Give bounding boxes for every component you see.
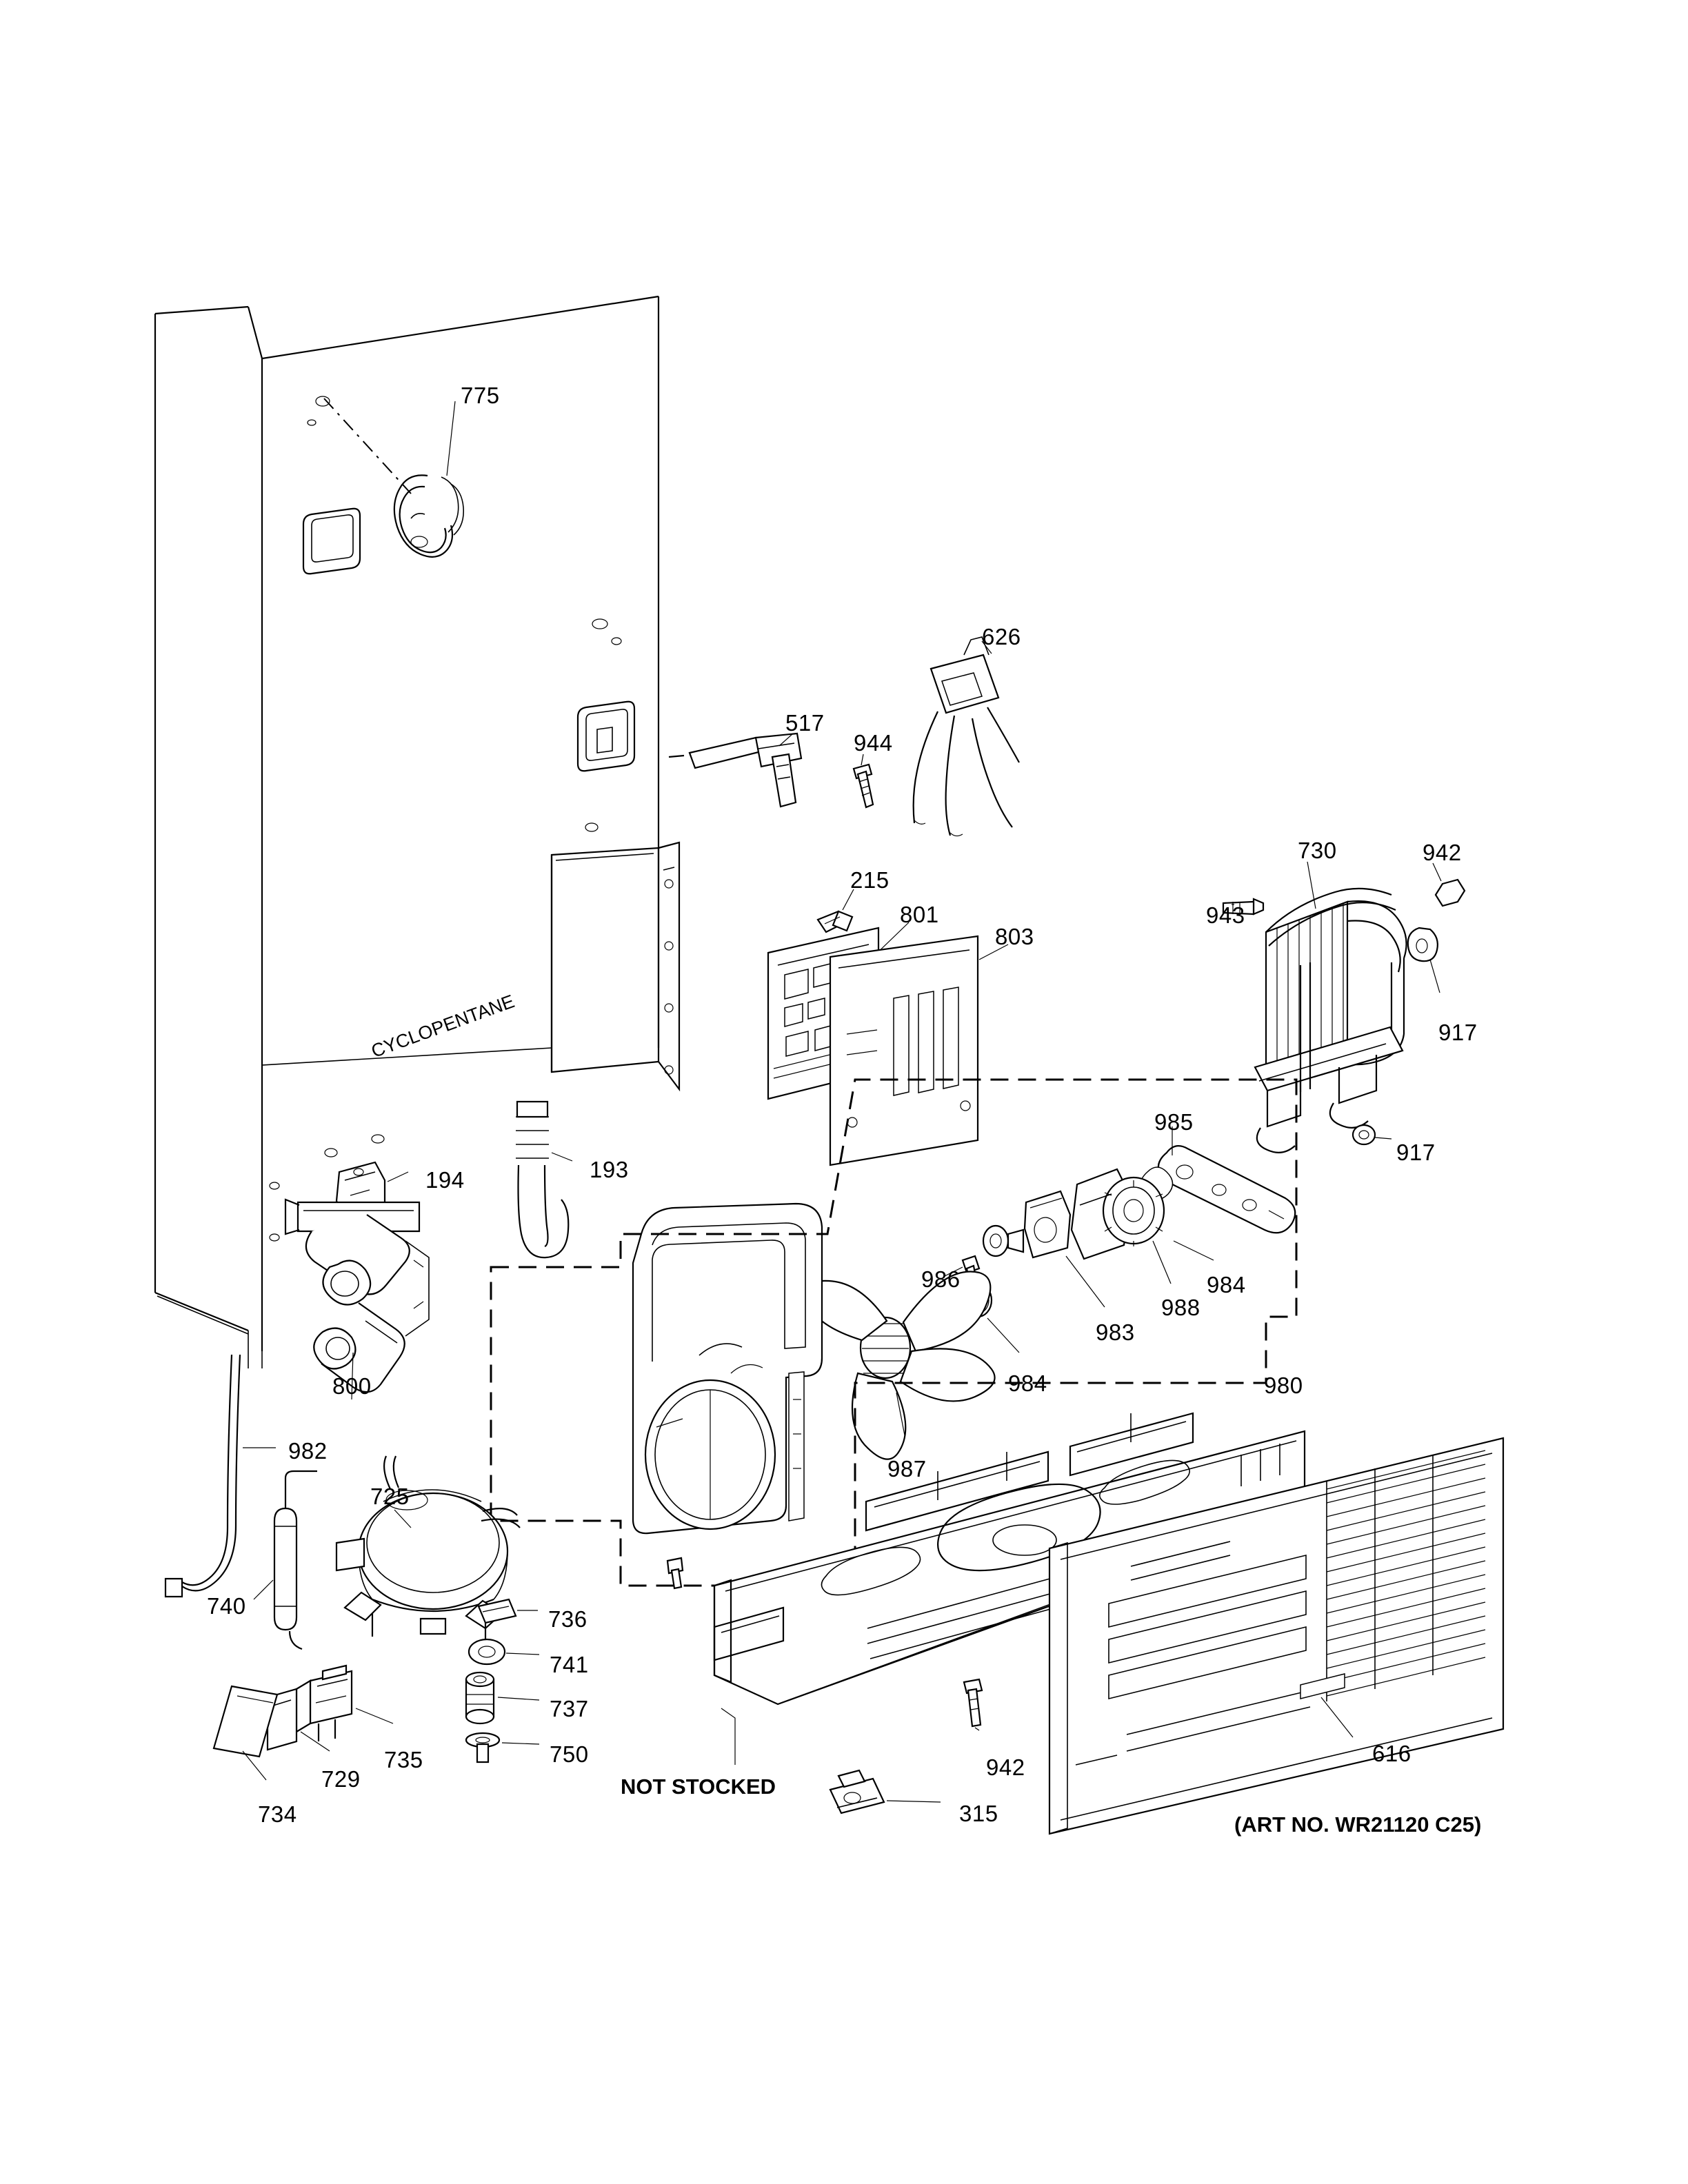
callout-800: 800 xyxy=(332,1373,372,1399)
part-740-dryer xyxy=(274,1471,317,1649)
cabinet-upper-recess xyxy=(303,509,360,574)
part-917-grommet-lower xyxy=(1353,1125,1375,1144)
callout-984-a: 984 xyxy=(1207,1272,1246,1297)
part-741-grommet xyxy=(469,1639,505,1664)
callout-775: 775 xyxy=(461,383,500,408)
part-983-motor-mount xyxy=(1025,1191,1070,1257)
part-988-fan-motor xyxy=(1072,1169,1164,1259)
art-number-label: (ART NO. WR21120 C25) xyxy=(1234,1812,1482,1837)
part-944-screw xyxy=(854,765,873,807)
callout-730: 730 xyxy=(1298,838,1337,863)
cyclopentane-label: CYCLOPENTANE xyxy=(368,991,518,1062)
part-750-foot xyxy=(466,1733,499,1762)
callout-985: 985 xyxy=(1154,1109,1194,1135)
not-stocked-label: NOT STOCKED xyxy=(621,1775,776,1799)
callout-988: 988 xyxy=(1161,1295,1200,1320)
callout-944: 944 xyxy=(854,730,893,756)
callout-741: 741 xyxy=(550,1652,589,1677)
callout-729: 729 xyxy=(321,1766,361,1792)
callout-987: 987 xyxy=(887,1456,927,1482)
callout-986: 986 xyxy=(921,1266,961,1292)
callout-983: 983 xyxy=(1096,1320,1135,1345)
part-982-tube xyxy=(165,1355,240,1597)
shroud-screw xyxy=(667,1558,683,1588)
callout-917-upper: 917 xyxy=(1438,1020,1478,1045)
callout-917-lower: 917 xyxy=(1396,1140,1436,1165)
part-730-condenser xyxy=(1255,889,1407,1153)
callout-626: 626 xyxy=(982,624,1021,649)
callout-803: 803 xyxy=(995,924,1034,949)
part-984-grommet-a xyxy=(983,1226,1023,1256)
callout-982: 982 xyxy=(288,1438,328,1464)
part-800-valve-assembly xyxy=(285,1200,429,1392)
part-985-bracket xyxy=(1141,1146,1295,1233)
callout-942-base: 942 xyxy=(986,1755,1025,1780)
callout-740: 740 xyxy=(207,1593,246,1619)
part-942-nut xyxy=(1436,880,1465,906)
part-942-screw-base xyxy=(964,1679,982,1726)
cabinet-middle-recess xyxy=(578,702,634,771)
part-215-clip xyxy=(818,911,852,932)
part-737-sleeve xyxy=(466,1672,494,1723)
callout-315: 315 xyxy=(959,1801,998,1826)
callout-735: 735 xyxy=(384,1747,423,1772)
callout-984-b: 984 xyxy=(1008,1371,1047,1396)
callout-616: 616 xyxy=(1372,1741,1411,1766)
part-735-relay xyxy=(297,1666,352,1741)
fan-shroud xyxy=(633,1204,822,1533)
callout-736: 736 xyxy=(548,1606,587,1632)
callout-750: 750 xyxy=(550,1741,589,1767)
callout-734: 734 xyxy=(258,1801,297,1827)
callout-517: 517 xyxy=(785,710,825,736)
callout-193: 193 xyxy=(590,1157,629,1182)
callout-942-top: 942 xyxy=(1423,840,1462,865)
part-193-drain-hose xyxy=(516,1102,568,1257)
callout-215: 215 xyxy=(850,867,890,893)
callout-801: 801 xyxy=(900,902,939,927)
part-803-cover xyxy=(830,936,978,1165)
callout-943: 943 xyxy=(1206,902,1245,928)
callout-194: 194 xyxy=(425,1167,465,1193)
part-315-roller xyxy=(830,1770,884,1813)
callout-725: 725 xyxy=(370,1484,410,1509)
callout-980: 980 xyxy=(1264,1373,1303,1398)
cabinet-rear-recess xyxy=(552,842,679,1089)
part-987-fan-blade xyxy=(805,1272,994,1459)
part-917-grommet-upper xyxy=(1408,928,1438,961)
part-626-harness xyxy=(914,637,1019,836)
callout-737: 737 xyxy=(550,1696,589,1721)
